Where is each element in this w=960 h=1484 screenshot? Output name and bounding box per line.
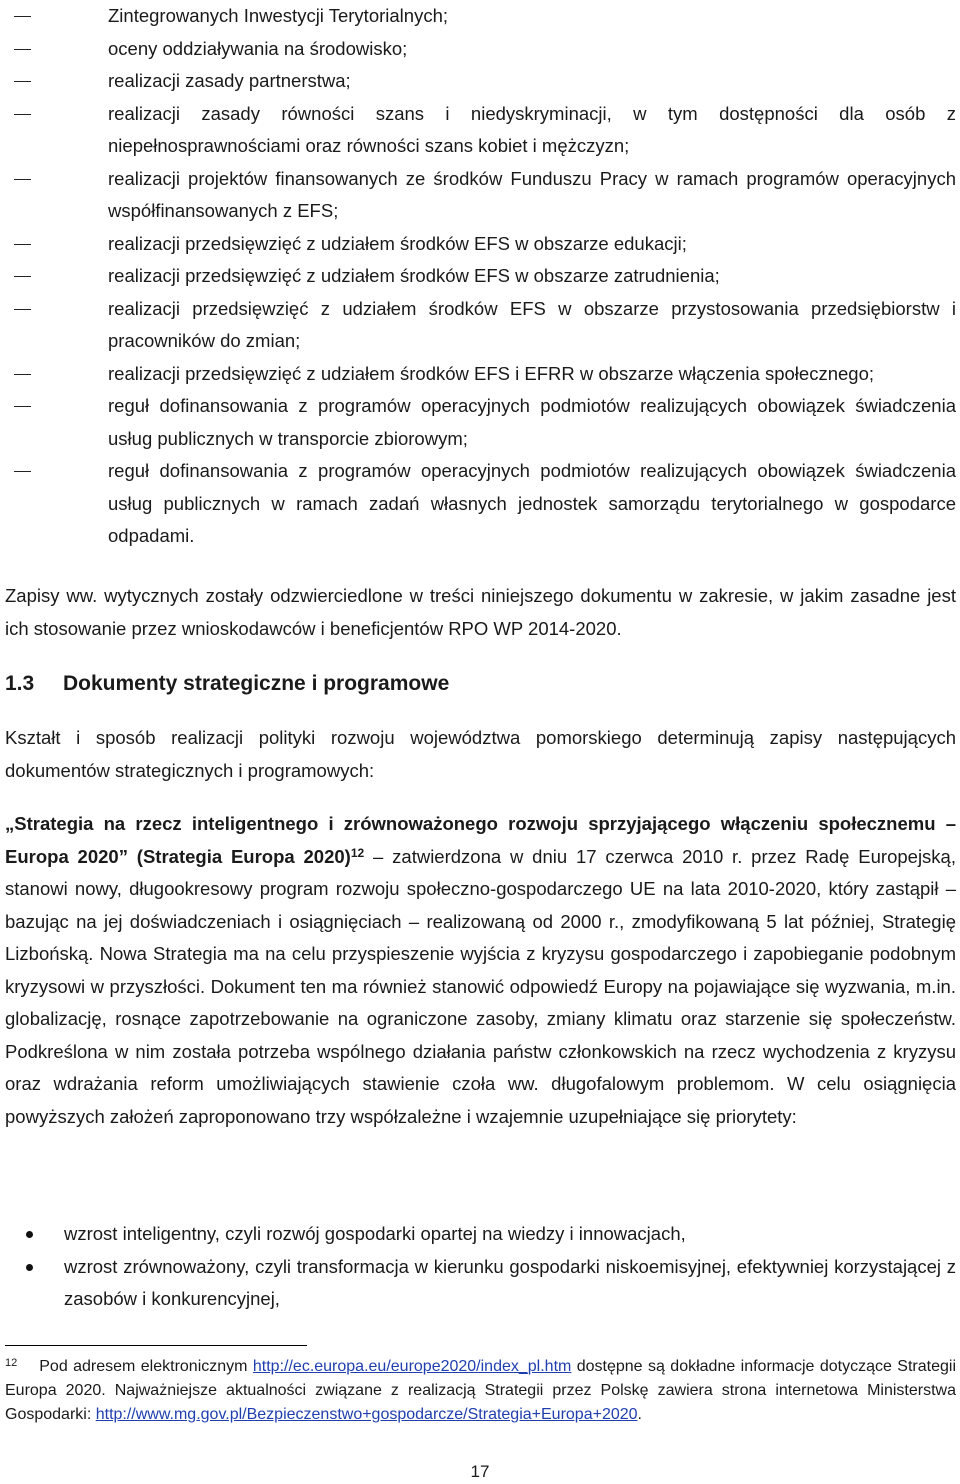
- intro-paragraph: Kształt i sposób realizacji polityki rozwoju województwa pomorskiego determinują zapisy następujących dokumentów strategicznych i programowych:: [5, 727, 956, 781]
- dash-item-text: realizacji zasady partnerstwa;: [108, 70, 351, 91]
- dash-list-item: [0, 33, 960, 66]
- guidelines-paragraph: Zapisy ww. wytycznych zostały odzwierciedlone w treści niniejszego dokumentu w zakresie, w jakim zasadne jest ich stosowanie przez wnioskodawców i beneficjentów RPO WP 2014-2020.: [5, 585, 956, 639]
- bullet-dot-icon: [26, 1264, 33, 1271]
- bullet-dot-icon: [26, 1231, 33, 1238]
- dash-list-item: [0, 163, 960, 228]
- dash-list-item: [0, 390, 960, 455]
- dash-bullet-icon: [14, 309, 31, 310]
- dash-item-text: realizacji projektów finansowanych ze środków Funduszu Pracy w ramach programów operacyjnych współfinansowanych z EFS;: [108, 167, 956, 221]
- priority-item: [0, 1251, 960, 1316]
- mg-gov-link[interactable]: http://www.mg.gov.pl/Bezpieczenstwo+gospodarcze/Strategia+Europa+2020: [95, 1406, 638, 1423]
- strategy-title: „Strategia na rzecz inteligentnego i zrównoważonego rozwoju sprzyjającego włączeniu społecznemu – Europa 2020” (Strategia Europa 2020): [5, 813, 956, 867]
- dash-list-item: [0, 455, 960, 553]
- dash-item-text: realizacji przedsięwzięć z udziałem środków EFS w obszarze zatrudnienia;: [108, 265, 720, 286]
- priorities-list: [0, 1218, 960, 1316]
- priority-text: wzrost zrównoważony, czyli transformacja w kierunku gospodarki niskoemisyjnej, efektywniej korzystającej z zasobów i konkurencyjnej,: [64, 1255, 956, 1309]
- dash-list-item: [0, 98, 960, 163]
- europa2020-link[interactable]: http://ec.europa.eu/europe2020/index_pl.htm: [252, 1358, 572, 1375]
- dash-list-item: [0, 0, 960, 33]
- dash-bullet-icon: [14, 374, 31, 375]
- dash-list-item: [0, 260, 960, 293]
- section-heading: [5, 668, 449, 700]
- footnote-prefix: Pod adresem elektronicznym: [39, 1358, 253, 1375]
- dash-bullet-icon: [14, 114, 31, 115]
- dash-item-text: reguł dofinansowania z programów operacyjnych podmiotów realizujących obowiązek świadczenia usług publicznych w transporcie zbiorowym;: [108, 395, 956, 449]
- dash-bullet-icon: [14, 16, 31, 17]
- dash-bullet-icon: [14, 276, 31, 277]
- dash-bullet-icon: [14, 49, 31, 50]
- section-title: Dokumenty strategiczne i programowe: [63, 672, 450, 695]
- dash-list: [0, 0, 960, 553]
- dash-list-item: [0, 358, 960, 391]
- dash-bullet-icon: [14, 179, 31, 180]
- footnote-number: 12: [5, 1357, 18, 1369]
- footnote-reference[interactable]: 12: [350, 845, 365, 860]
- footnote-middle: dostępne są dokładne informacje dotyczące Strategii Europa 2020. Najważniejsze aktualności związane z realizacją Strategii przez Polskę zawiera strona internetowa Ministerstwa Gospodarki:: [5, 1358, 956, 1423]
- dash-bullet-icon: [14, 406, 31, 407]
- footnote-suffix: .: [637, 1406, 642, 1423]
- strategy-paragraph: [5, 808, 956, 1133]
- dash-list-item: [0, 65, 960, 98]
- dash-list-item: [0, 228, 960, 261]
- dash-bullet-icon: [14, 81, 31, 82]
- dash-bullet-icon: [14, 471, 31, 472]
- dash-item-text: realizacji przedsięwzięć z udziałem środków EFS w obszarze przystosowania przedsiębiorstw i pracowników do zmian;: [108, 297, 956, 351]
- dash-item-text: realizacji przedsięwzięć z udziałem środków EFS w obszarze edukacji;: [108, 232, 687, 254]
- priority-item: [0, 1218, 960, 1251]
- dash-item-text: oceny oddziaływania na środowisko;: [108, 37, 408, 59]
- dash-bullet-icon: [14, 244, 31, 245]
- footnote: [5, 1355, 956, 1427]
- section-number: 1.3: [5, 672, 35, 695]
- dash-list-item: [0, 293, 960, 358]
- strategy-body: – zatwierdzona w dniu 17 czerwca 2010 r. przez Radę Europejską, stanowi nowy, długookresowy program rozwoju społeczno-gospodarczego UE na lata 2010-2020, który zastąpił – bazując na jej doświadczeniach i osiągnięciach – realizowaną od 2000 r., zmodyfikowaną 5 lat później, Strategię Lizbońską. Nowa Strategia ma na celu przyspieszenie wyjścia z kryzysu gospodarczego i zapobieganie podobnym kryzysowi w przyszłości. Dokument ten ma również stanowić odpowiedź Europy na pojawiające się wyzwania, m.in. globalizację, rosnące zapotrzebowanie na ograniczone zasoby, zmiany klimatu oraz starzenie się społeczeństw. Podkreślona w nim została potrzeba wspólnego działania państw członkowskich na rzecz wychodzenia z kryzysu oraz wdrażania reform umożliwiających stawienie czoła ww. długofalowym problemom. W celu osiągnięcia powyższych założeń zaproponowano trzy współzależne i wzajemnie uzupełniające się priorytety:: [5, 845, 956, 1127]
- dash-item-text: realizacji przedsięwzięć z udziałem środków EFS i EFRR w obszarze włączenia społecznego;: [108, 362, 874, 384]
- dash-item-text: Zintegrowanych Inwestycji Terytorialnych;: [108, 5, 448, 26]
- footnote-separator: [5, 1345, 307, 1346]
- dash-item-text: realizacji zasady równości szans i niedyskryminacji, w tym dostępności dla osób z niepełnosprawnościami oraz równości szans kobiet i mężczyzn;: [108, 102, 956, 156]
- page-number: 17: [470, 1462, 490, 1481]
- priority-text: wzrost inteligentny, czyli rozwój gospodarki opartej na wiedzy i innowacjach,: [64, 1223, 686, 1244]
- dash-item-text: reguł dofinansowania z programów operacyjnych podmiotów realizujących obowiązek świadczenia usług publicznych w ramach zadań własnych jednostek samorządu terytorialnego w gospodarce odpadami.: [108, 460, 956, 546]
